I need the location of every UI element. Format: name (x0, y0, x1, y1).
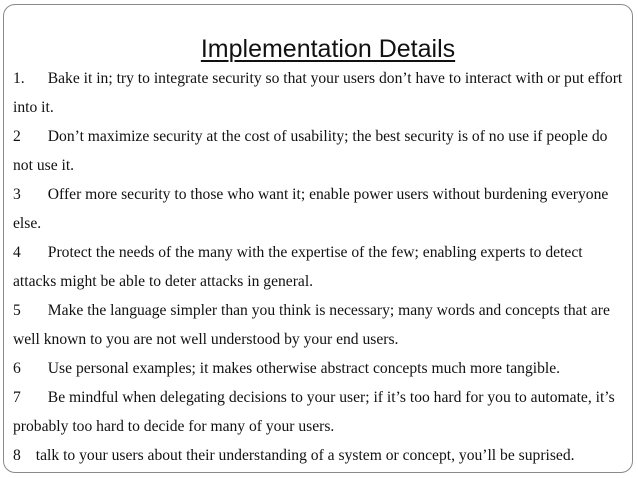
list-item (13, 238, 625, 296)
item-text: Make the language simpler than you think is necessary; many words and concepts that are well known to you are not well understood by your end users. (13, 302, 610, 348)
item-number: 3 (13, 186, 21, 203)
item-text: Use personal examples; it makes otherwise abstract concepts much more tangible. (47, 360, 561, 377)
item-text: talk to your users about their understanding of a system or concept, you’ll be suprised. (35, 447, 575, 464)
list-item (13, 122, 625, 180)
list-item (13, 383, 625, 441)
list-item (13, 441, 625, 470)
list-item (13, 296, 625, 354)
item-text: Be mindful when delegating decisions to your user; if it’s too hard for you to automate, it’s probably too hard to decide for many of your users. (13, 389, 615, 435)
slide-title: Implementation Details (200, 35, 456, 63)
item-text: Offer more security to those who want it; enable power users without burdening everyone else. (13, 186, 609, 232)
item-number: 4 (13, 244, 21, 261)
item-number: 6 (13, 360, 21, 377)
item-text: Bake it in; try to integrate security so that your users don’t have to interact with or put effort into it. (13, 70, 623, 116)
item-number: 2 (13, 128, 21, 145)
list-item (13, 64, 625, 122)
item-text: Protect the needs of the many with the expertise of the few; enabling experts to detect attacks might be able to deter attacks in general. (13, 244, 583, 290)
item-text: Don’t maximize security at the cost of usability; the best security is of no use if people do not use it. (13, 128, 608, 174)
item-number: 8 (13, 447, 21, 464)
item-number: 5 (13, 302, 21, 319)
guideline-list (13, 64, 625, 470)
list-item (13, 180, 625, 238)
item-number: 1. (13, 70, 25, 87)
list-item (13, 354, 625, 383)
slide (3, 4, 633, 473)
item-number: 7 (13, 389, 21, 406)
